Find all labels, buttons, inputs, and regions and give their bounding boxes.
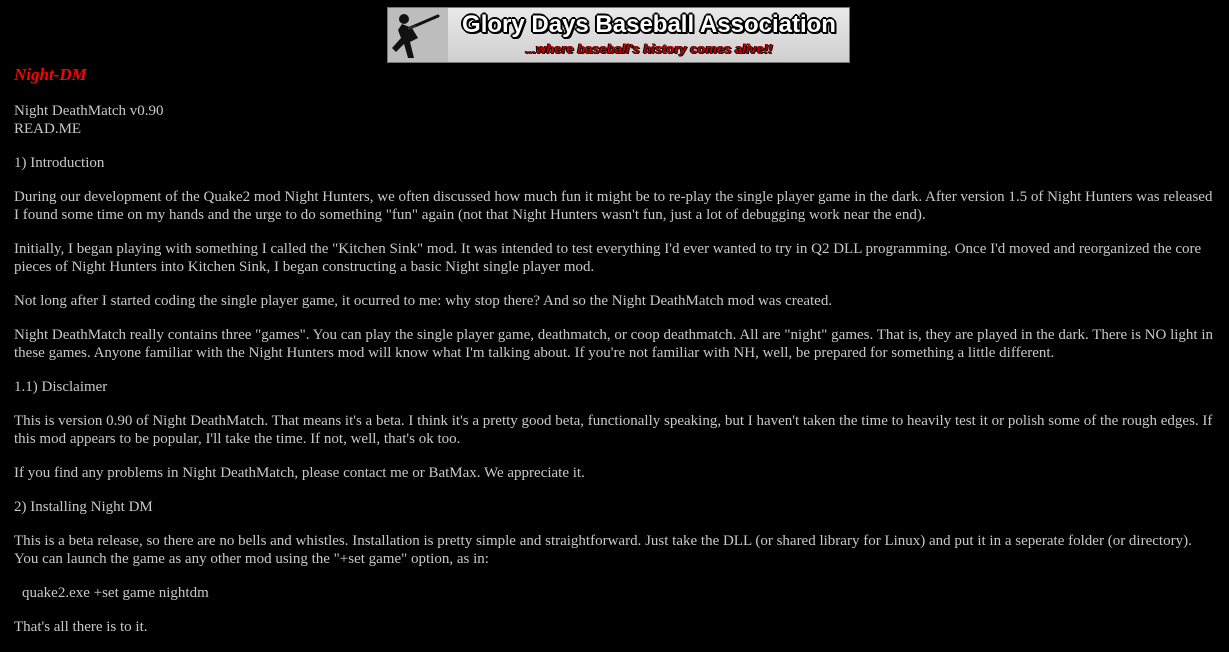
paragraph: Initially, I began playing with something I called the "Kitchen Sink" mod. It was intended to test everything I'd ever wanted to try in Q2 DLL programming. Once I'd moved and reorganized the core pieces of Night Hunters into Kitchen Sink, I began constructing a basic Night single player mod. <box>14 241 1202 275</box>
banner-image <box>387 7 850 63</box>
paragraph: If you find any problems in Night DeathMatch, please contact me or BatMax. We appreciate it. <box>14 465 585 481</box>
section-heading-introduction: 1) Introduction <box>14 155 105 171</box>
banner-tagline: ...where baseball's history comes alive!! <box>525 41 773 56</box>
banner-title: Glory Days Baseball Association <box>462 11 836 38</box>
readme-filename: READ.ME <box>14 121 82 137</box>
version-line: Night DeathMatch v0.90 <box>14 103 164 119</box>
install-command: quake2.exe +set game nightdm <box>22 585 209 601</box>
paragraph: During our development of the Quake2 mod Night Hunters, we often discussed how much fun it might be to re-play the single player game in the dark. After version 1.5 of Night Hunters was released I found some time on my hands and the urge to do something "fun" again (not that Night Hunters wasn't fun, just a lot of debugging work near the end). <box>14 189 1213 223</box>
paragraph: This is version 0.90 of Night DeathMatch. That means it's a beta. I think it's a pretty good beta, functionally speaking, but I haven't taken the time to heavily test it or polish some of the rough edges. If this mod appears to be popular, I'll take the time. If not, well, that's ok too. <box>14 413 1213 447</box>
paragraph: Not long after I started coding the single player game, it ocurred to me: why stop there? And so the Night DeathMatch mod was created. <box>14 293 833 309</box>
section-heading-disclaimer: 1.1) Disclaimer <box>14 379 108 395</box>
page-title: Night-DM <box>14 65 87 84</box>
baseball-batter-logo-icon <box>388 8 448 62</box>
paragraph: Night DeathMatch really contains three "games". You can play the single player game, deathmatch, or coop deathmatch. All are "night" games. That is, they are played in the dark. There is NO light in these games. Anyone familiar with the Night Hunters mod will know what I'm talking about. If you're not familiar with NH, well, be prepared for something a little different. <box>14 327 1214 361</box>
paragraph: That's all there is to it. <box>14 619 148 635</box>
paragraph: This is a beta release, so there are no bells and whistles. Installation is pretty simple and straightforward. Just take the DLL (or shared library for Linux) and put it in a seperate folder (or directory). You can launch the game as any other mod using the "+set game" option, as in: <box>14 533 1192 567</box>
section-heading-installing: 2) Installing Night DM <box>14 499 153 515</box>
readme-header <box>14 102 1218 138</box>
readme-content <box>14 63 1218 652</box>
